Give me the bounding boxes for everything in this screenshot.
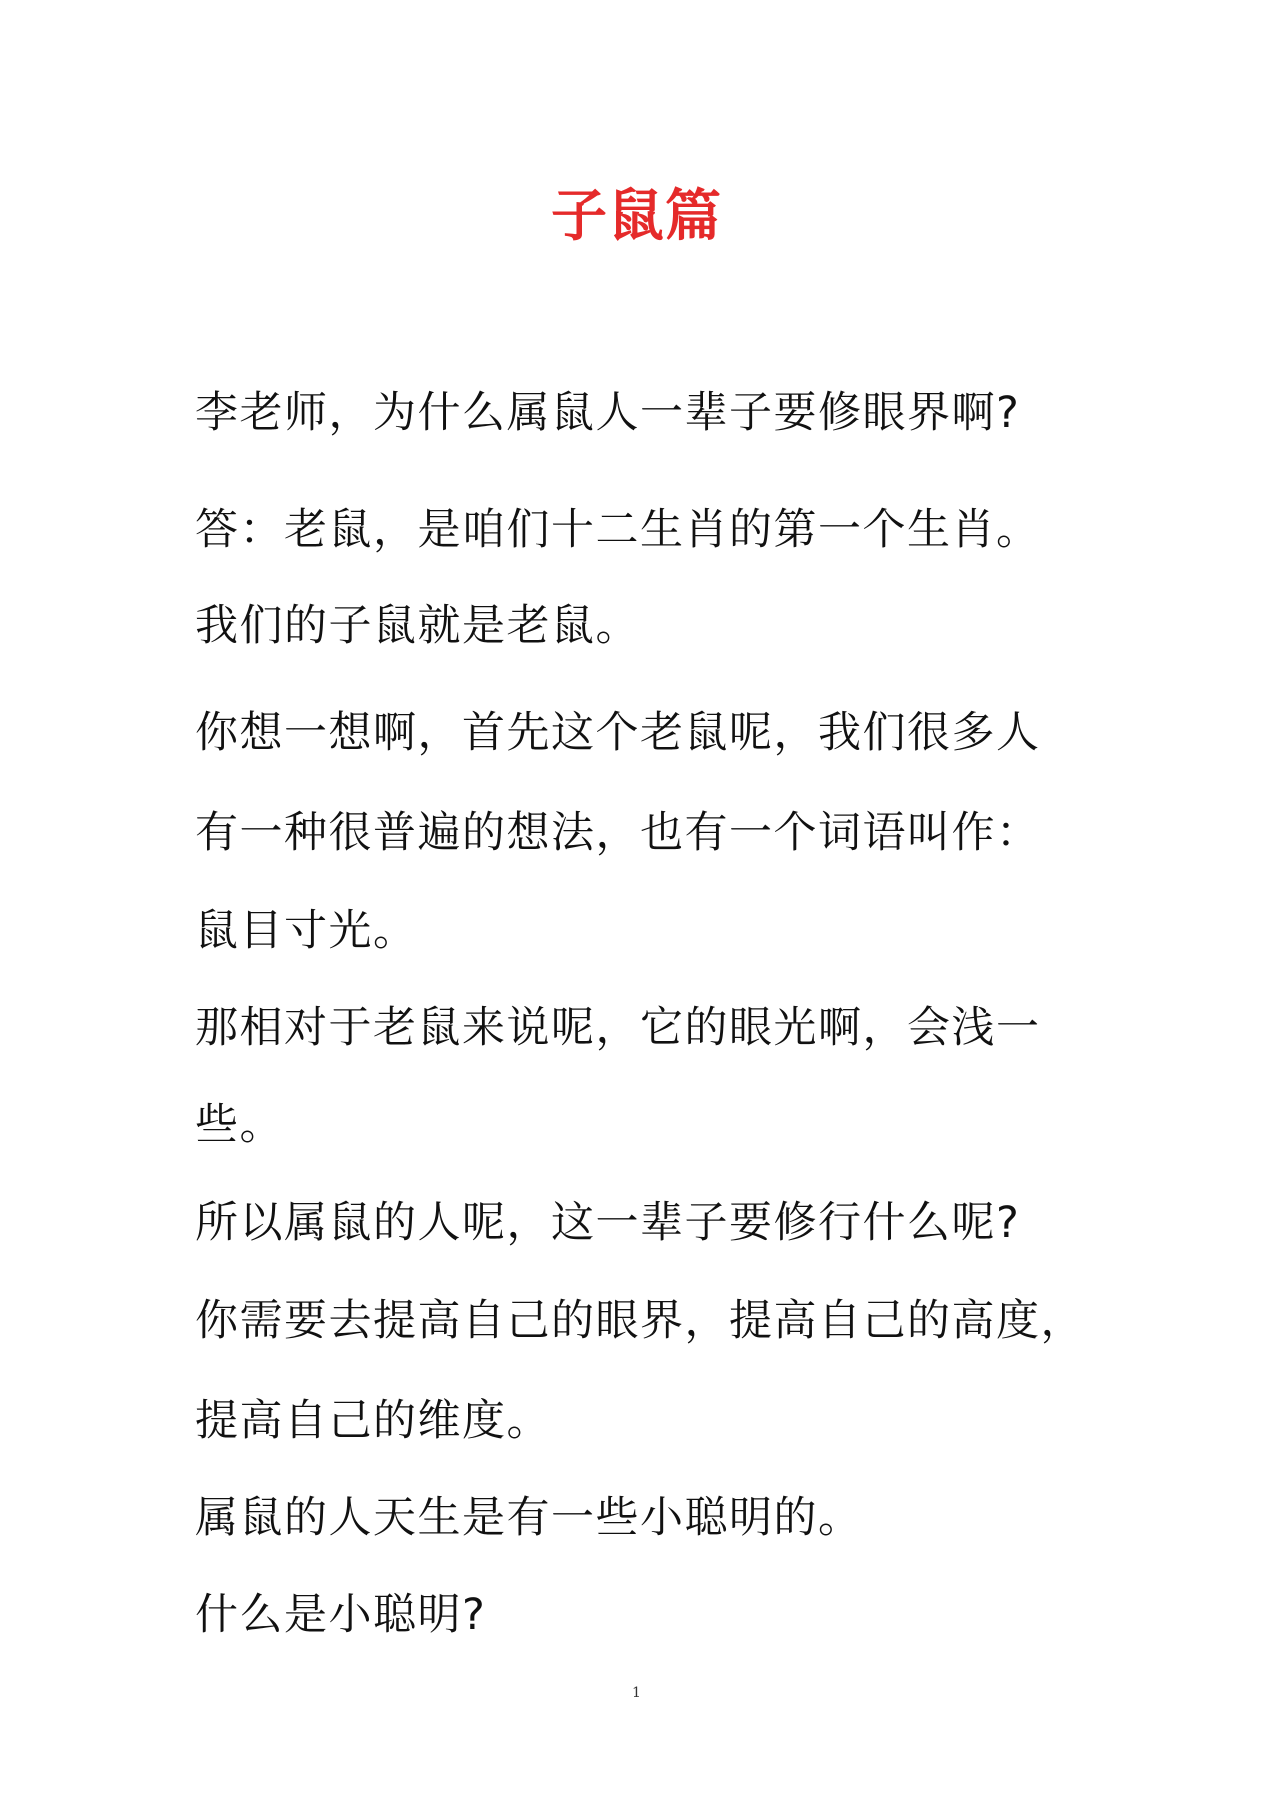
page-number: 1: [632, 1685, 641, 1701]
text-line-13: 什么是小聪明?: [195, 1590, 487, 1640]
text-line-10: 你需要去提高自己的眼界，提高自己的高度，: [195, 1296, 1085, 1346]
text-line-6: 鼠目寸光。: [195, 906, 418, 956]
text-line-4: 你想一想啊，首先这个老鼠呢，我们很多人: [195, 708, 1041, 758]
document-title: 子鼠篇: [551, 184, 722, 249]
text-line-9: 所以属鼠的人呢，这一辈子要修行什么呢?: [195, 1198, 1021, 1248]
text-line-1: 李老师，为什么属鼠人一辈子要修眼界啊?: [195, 388, 1021, 438]
text-line-12: 属鼠的人天生是有一些小聪明的。: [195, 1493, 863, 1543]
text-line-8: 些。: [195, 1100, 284, 1150]
text-line-11: 提高自己的维度。: [195, 1396, 551, 1446]
text-line-5: 有一种很普遍的想法，也有一个词语叫作：: [195, 808, 1041, 858]
text-line-7: 那相对于老鼠来说呢，它的眼光啊，会浅一: [195, 1003, 1041, 1053]
text-line-2: 答：老鼠，是咱们十二生肖的第一个生肖。: [195, 505, 1041, 555]
text-line-3: 我们的子鼠就是老鼠。: [195, 601, 640, 651]
